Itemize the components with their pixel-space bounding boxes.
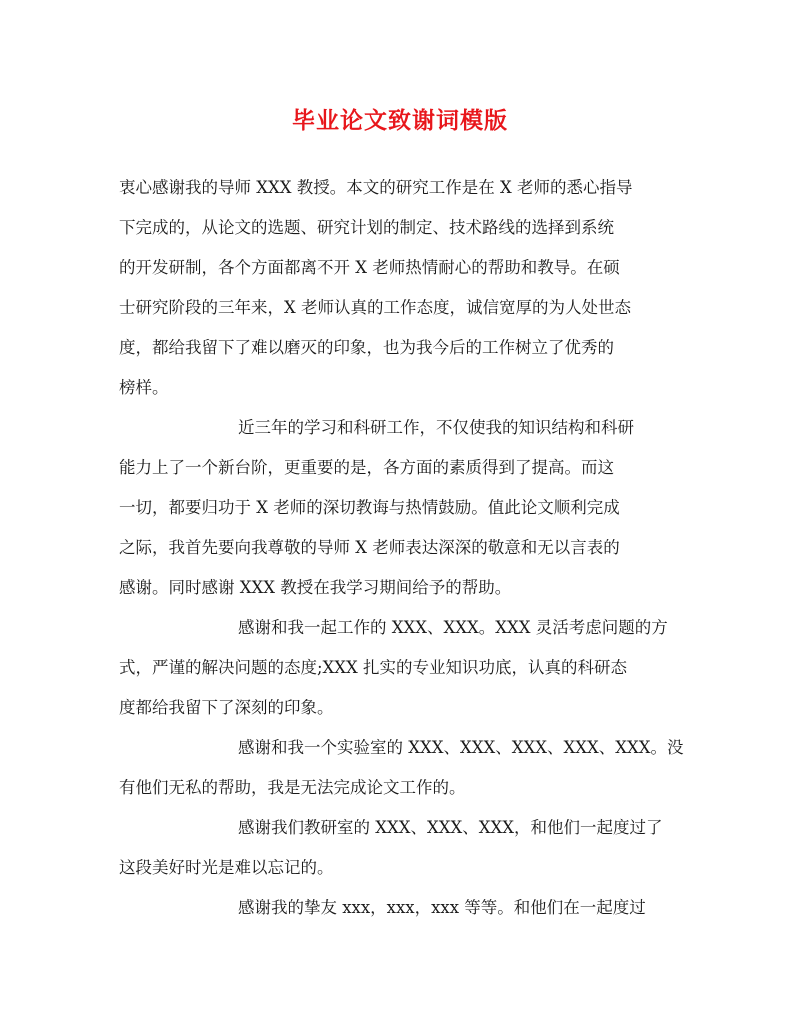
text-line: 度，都给我留下了难以磨灭的印象，也为我今后的工作树立了优秀的 — [119, 338, 614, 357]
document-body — [119, 168, 684, 928]
text-line: 一切，都要归功于 X 老师的深切教诲与热情鼓励。值此论文顺利完成 — [119, 498, 620, 517]
text-line: 感谢我们教研室的 XXX、XXX、XXX，和他们一起度过了 — [238, 818, 663, 837]
paragraph-1 — [119, 168, 681, 408]
paragraph-5 — [119, 808, 681, 888]
text-line: 下完成的，从论文的选题、研究计划的制定、技术路线的选择到系统 — [119, 218, 614, 237]
text-line: 之际，我首先要向我尊敬的导师 X 老师表达深深的敬意和无以言表的 — [119, 538, 620, 557]
text-line: 榜样。 — [119, 378, 169, 397]
text-line: 士研究阶段的三年来，X 老师认真的工作态度，诚信宽厚的为人处世态 — [119, 298, 631, 317]
paragraph-3 — [119, 608, 681, 728]
paragraph-4 — [119, 728, 684, 808]
text-line: 感谢。同时感谢 XXX 教授在我学习期间给予的帮助。 — [119, 578, 512, 597]
text-line: 能力上了一个新台阶，更重要的是，各方面的素质得到了提高。而这 — [119, 458, 614, 477]
text-line: 近三年的学习和科研工作，不仅使我的知识结构和科研 — [238, 418, 634, 437]
text-line: 的开发研制，各个方面都离不开 X 老师热情耐心的帮助和教导。在硕 — [119, 258, 620, 277]
text-line: 这段美好时光是难以忘记的。 — [119, 858, 334, 877]
text-line: 有他们无私的帮助，我是无法完成论文工作的。 — [119, 778, 466, 797]
text-line: 度都给我留下了深刻的印象。 — [119, 698, 334, 717]
text-line: 感谢我的挚友 xxx，xxx，xxx 等等。和他们在一起度过 — [238, 898, 646, 917]
text-line: 感谢和我一个实验室的 XXX、XXX、XXX、XXX、XXX。没 — [238, 738, 684, 757]
text-line: 衷心感谢我的导师 XXX 教授。本文的研究工作是在 X 老师的悉心指导 — [119, 178, 633, 197]
paragraph-2 — [119, 408, 681, 608]
paragraph-6 — [119, 888, 681, 928]
text-line: 式，严谨的解决问题的态度;XXX 扎实的专业知识功底，认真的科研态 — [119, 658, 628, 677]
document-title: 毕业论文致谢词模版 — [292, 108, 508, 134]
text-line: 感谢和我一起工作的 XXX、XXX。XXX 灵活考虑问题的方 — [238, 618, 668, 637]
